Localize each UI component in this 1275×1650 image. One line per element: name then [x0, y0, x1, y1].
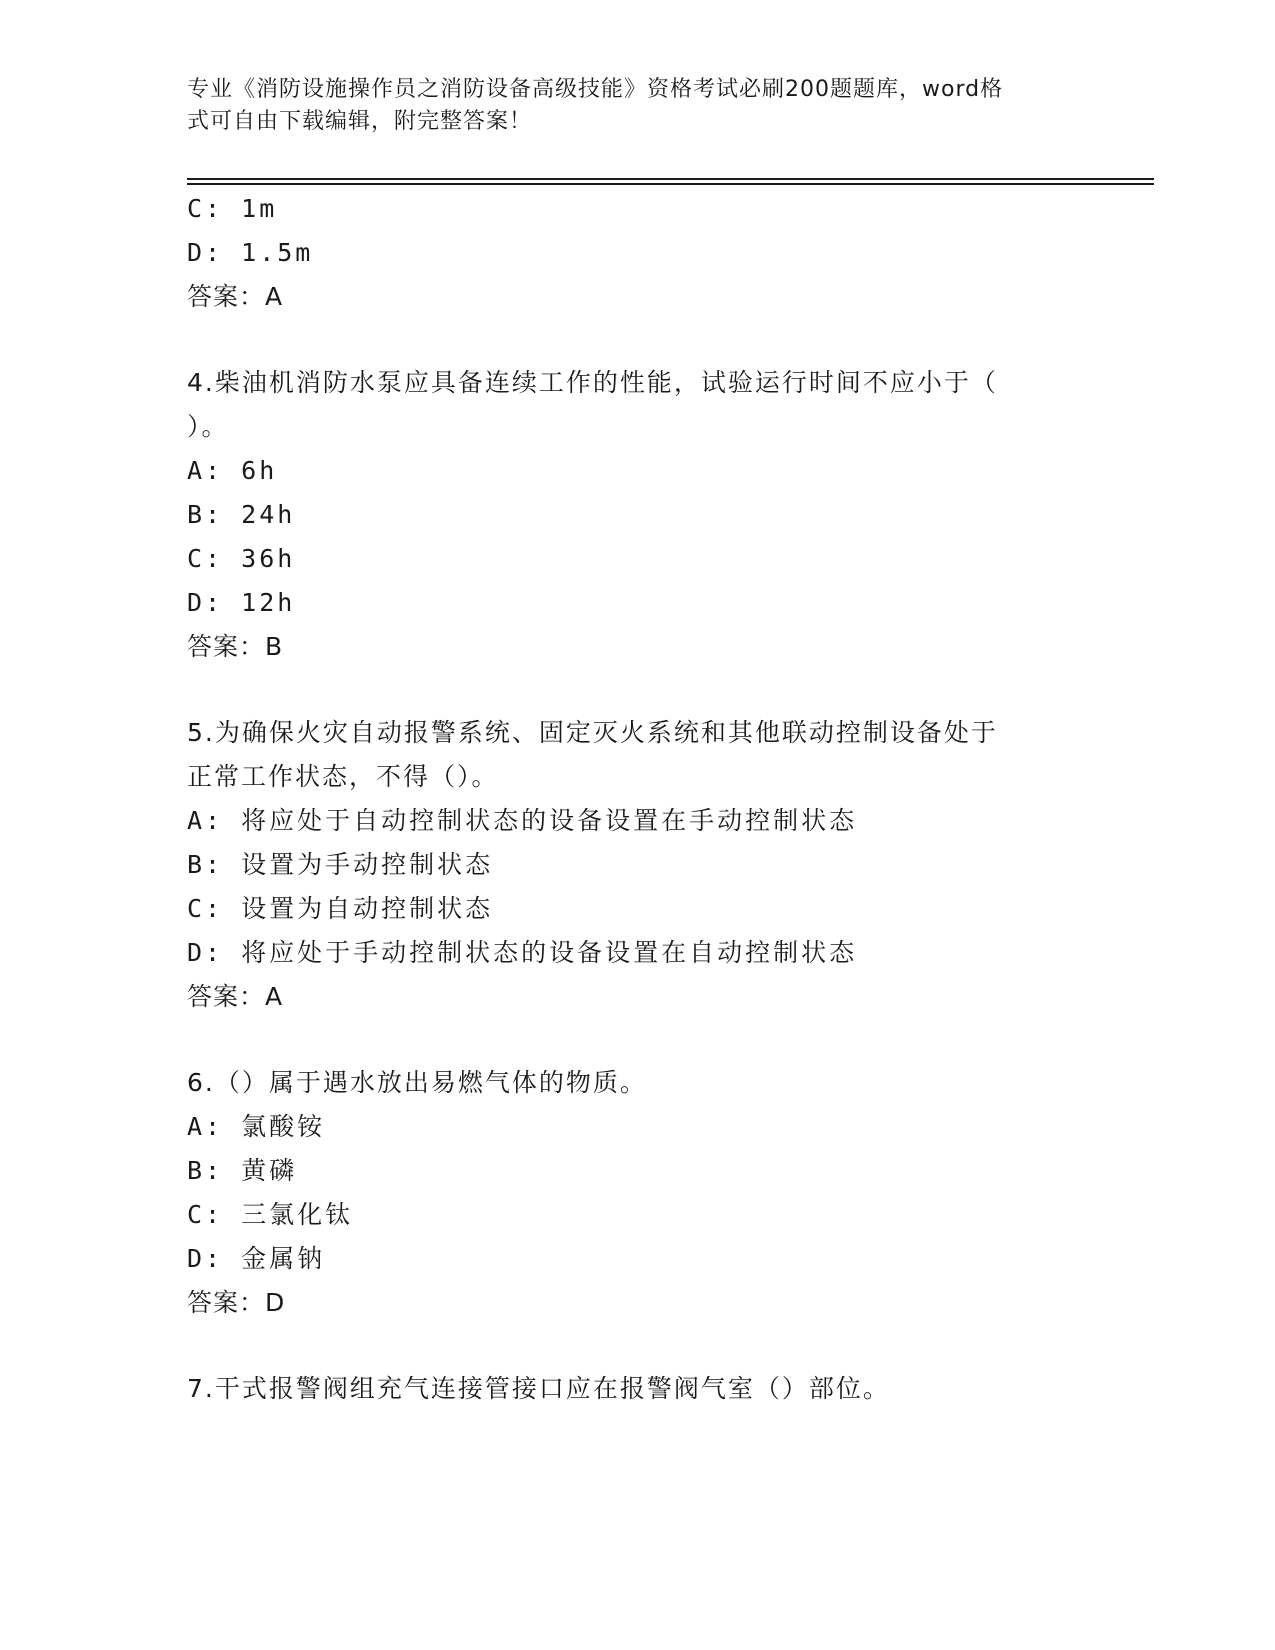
- q6-option-b: B: 黄磷: [187, 1156, 298, 1185]
- q5-stem-line-2: 正常工作状态，不得（）。: [187, 762, 499, 791]
- document-header: [187, 74, 1067, 138]
- header-divider-top: [187, 178, 1154, 180]
- q3-option-d: D: 1.5m: [187, 238, 314, 267]
- header-line-1: 专业《消防设施操作员之消防设备高级技能》资格考试必刷200题题库，word格: [187, 77, 1004, 102]
- q5-stem-line-1: 5.为确保火灾自动报警系统、固定灭火系统和其他联动控制设备处于: [187, 718, 998, 747]
- q5-option-d: D: 将应处于手动控制状态的设备设置在自动控制状态: [187, 938, 858, 967]
- q4-stem-line-2: ）。: [187, 412, 229, 441]
- q7-stem-line-1: 7.干式报警阀组充气连接管接口应在报警阀气室（）部位。: [187, 1374, 890, 1403]
- q6-stem-line-1: 6.（）属于遇水放出易燃气体的物质。: [187, 1068, 647, 1097]
- q3-answer: 答案：A: [187, 282, 284, 311]
- q4-option-b: B: 24h: [187, 500, 296, 529]
- q6-option-a: A: 氯酸铵: [187, 1112, 326, 1141]
- q6-option-d: D: 金属钠: [187, 1244, 326, 1273]
- q4-option-c: C: 36h: [187, 544, 296, 573]
- q6-option-c: C: 三氯化钛: [187, 1200, 354, 1229]
- q5-option-c: C: 设置为自动控制状态: [187, 894, 494, 923]
- q5-option-b: B: 设置为手动控制状态: [187, 850, 494, 879]
- q4-answer: 答案：B: [187, 632, 284, 661]
- q4-option-d: D: 12h: [187, 588, 296, 617]
- q4-option-a: A: 6h: [187, 456, 278, 485]
- q5-option-a: A: 将应处于自动控制状态的设备设置在手动控制状态: [187, 806, 858, 835]
- header-divider-bottom: [187, 183, 1154, 185]
- header-line-2: 式可自由下载编辑，附完整答案！: [187, 109, 533, 134]
- q6-answer: 答案：D: [187, 1288, 286, 1317]
- q4-stem-line-1: 4.柴油机消防水泵应具备连续工作的性能，试验运行时间不应小于（: [187, 368, 998, 397]
- q5-answer: 答案：A: [187, 982, 284, 1011]
- q3-option-c: C: 1m: [187, 194, 278, 223]
